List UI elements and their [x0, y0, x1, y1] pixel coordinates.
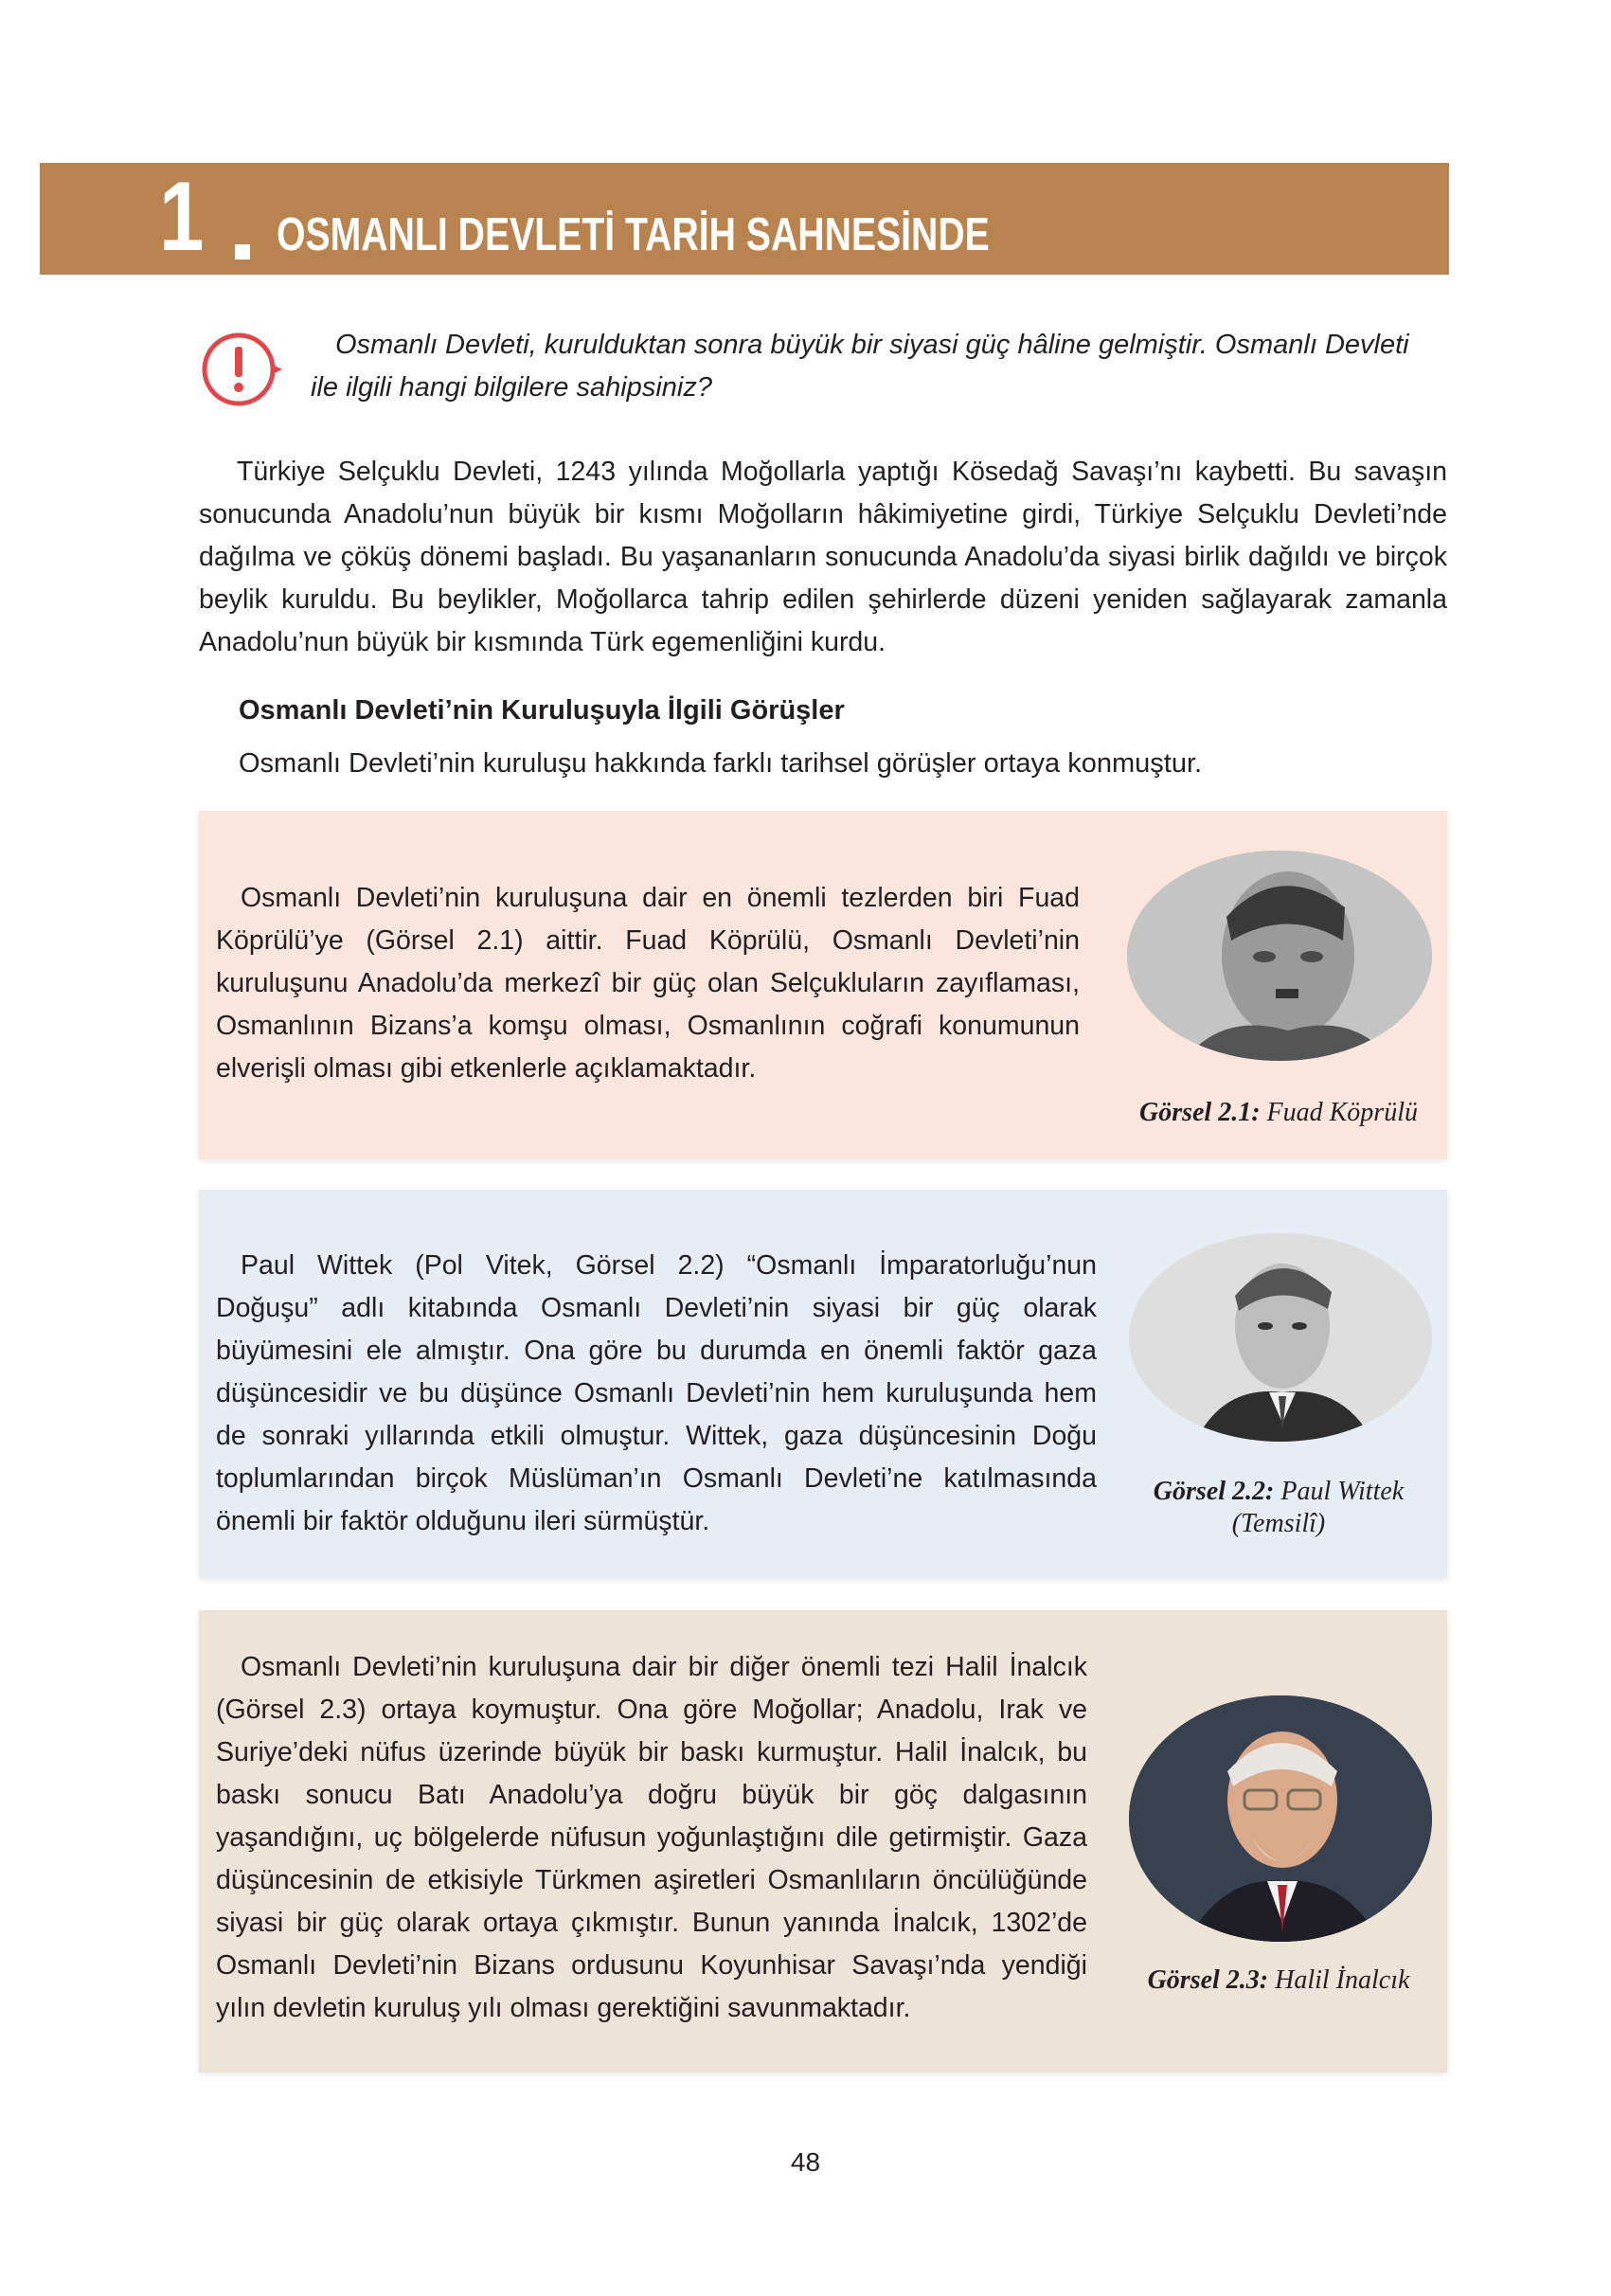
portrait-halil-inalcik	[1129, 1695, 1432, 1942]
page-number: 48	[790, 2147, 821, 2177]
thesis-text: Osmanlı Devleti’nin kuruluşuna dair bir diğer önemli tezi Halil İnalcık (Görsel 2.3) ortaya koymuştur. Ona göre Moğollar; Anadolu, Irak ve Suriye’deki nüfus üzerinde büyük bir baskı kurmuştur. Halil İnalcık, bu baskı sonucu Batı Anadolu’ya doğru büyük bir göç dalgasının yaşandığını, uç bölgelerde nüfusun yoğunlaştığını dile getirmiştir. Gaza düşüncesinin de etkisiyle Türkmen aşiretleri Osmanlıların öncülüğünde siyasi bir güç olarak ortaya çıkmıştır. Bunun yanında İnalcık, 1302’de Osmanlı Devleti’nin Bizans ordusunu Koyunhisar Savaşı’nda yendiği yılın devletin kuruluş yılı olması gerektiğini savunmaktadır.	[216, 1652, 1087, 2023]
exclamation-icon	[199, 326, 286, 413]
thesis-text: Osmanlı Devleti’nin kuruluşuna dair en önemli tezlerden biri Fuad Köprülü’ye (Görsel 2.1) aittir. Fuad Köprülü, Osmanlı Devleti’nin kuruluşunu Anadolu’da merkezî bir güç olan Selçukluların zayıflaması, Osmanlının Bizans’a komşu olması, Osmanlının coğrafi konumunun elverişli olması gibi etkenlerle açıklamaktadır.	[216, 883, 1080, 1084]
chapter-number: 1	[159, 162, 203, 272]
intro-question: Osmanlı Devleti, kurulduktan sonra büyük bir siyasi güç hâline gelmiştir. Osmanlı Devleti ile ilgili hangi bilgilere sahipsiniz?	[311, 330, 1409, 403]
thesis-box-wittek	[199, 1190, 1447, 1578]
caption-gorsel-2-3: Görsel 2.3: Halil İnalcık	[1147, 1965, 1410, 1995]
caption-gorsel-2-2: Görsel 2.2: Paul Wittek (Temsilî)	[1153, 1477, 1405, 1538]
thesis-box-inalcik	[199, 1610, 1447, 2072]
section-intro: Osmanlı Devleti’nin kuruluşu hakkında farklı tarihsel görüşler ortaya konmuştur.	[239, 748, 1203, 779]
caption-gorsel-2-1: Görsel 2.1: Fuad Köprülü	[1138, 1098, 1418, 1127]
chapter-title: OSMANLI DEVLETİ TARİH SAHNESİNDE	[277, 209, 990, 260]
thesis-box-koprulu	[199, 811, 1447, 1159]
thesis-text: Paul Wittek (Pol Vitek, Görsel 2.2) “Osmanlı İmparatorluğu’nun Doğuşu” adlı kitabında Osmanlı Devleti’nin siyasi bir güç olarak büyümesini ele almıştır. Ona göre bu durumda en önemli faktör gaza düşüncesidir ve bu düşünce Osmanlı Devleti’nin hem kuruluşunda hem de sonraki yıllarında etkili olmuştur. Wittek, gaza düşüncesinin Doğu toplumlarından birçok Müslüman’ın Osmanlı Devleti’ne katılmasında önemli bir faktör olduğunu ileri sürmüştür.	[216, 1250, 1097, 1536]
chapter-number-dot	[235, 244, 250, 260]
body-paragraph: Türkiye Selçuklu Devleti, 1243 yılında Moğollarla yaptığı Kösedağ Savaşı’nı kaybetti. Bu savaşın sonucunda Anadolu’nun büyük bir kısmı Moğolların hâkimiyetine girdi, Türkiye Selçuklu Devleti’nde dağılma ve çöküş dönemi başladı. Bu yaşananların sonucunda Anadolu’da siyasi birlik dağıldı ve birçok beylik kuruldu. Bu beylikler, Moğollarca tahrip edilen şehirlerde düzeni yeniden sağlayarak zamanla Anadolu’nun büyük bir kısmında Türk egemenliğini kurdu.	[199, 457, 1447, 657]
portrait-fuad-koprulu	[1127, 851, 1432, 1061]
section-heading: Osmanlı Devleti’nin Kuruluşuyla İlgili Görüşler	[239, 695, 845, 726]
portrait-paul-wittek	[1129, 1233, 1432, 1442]
